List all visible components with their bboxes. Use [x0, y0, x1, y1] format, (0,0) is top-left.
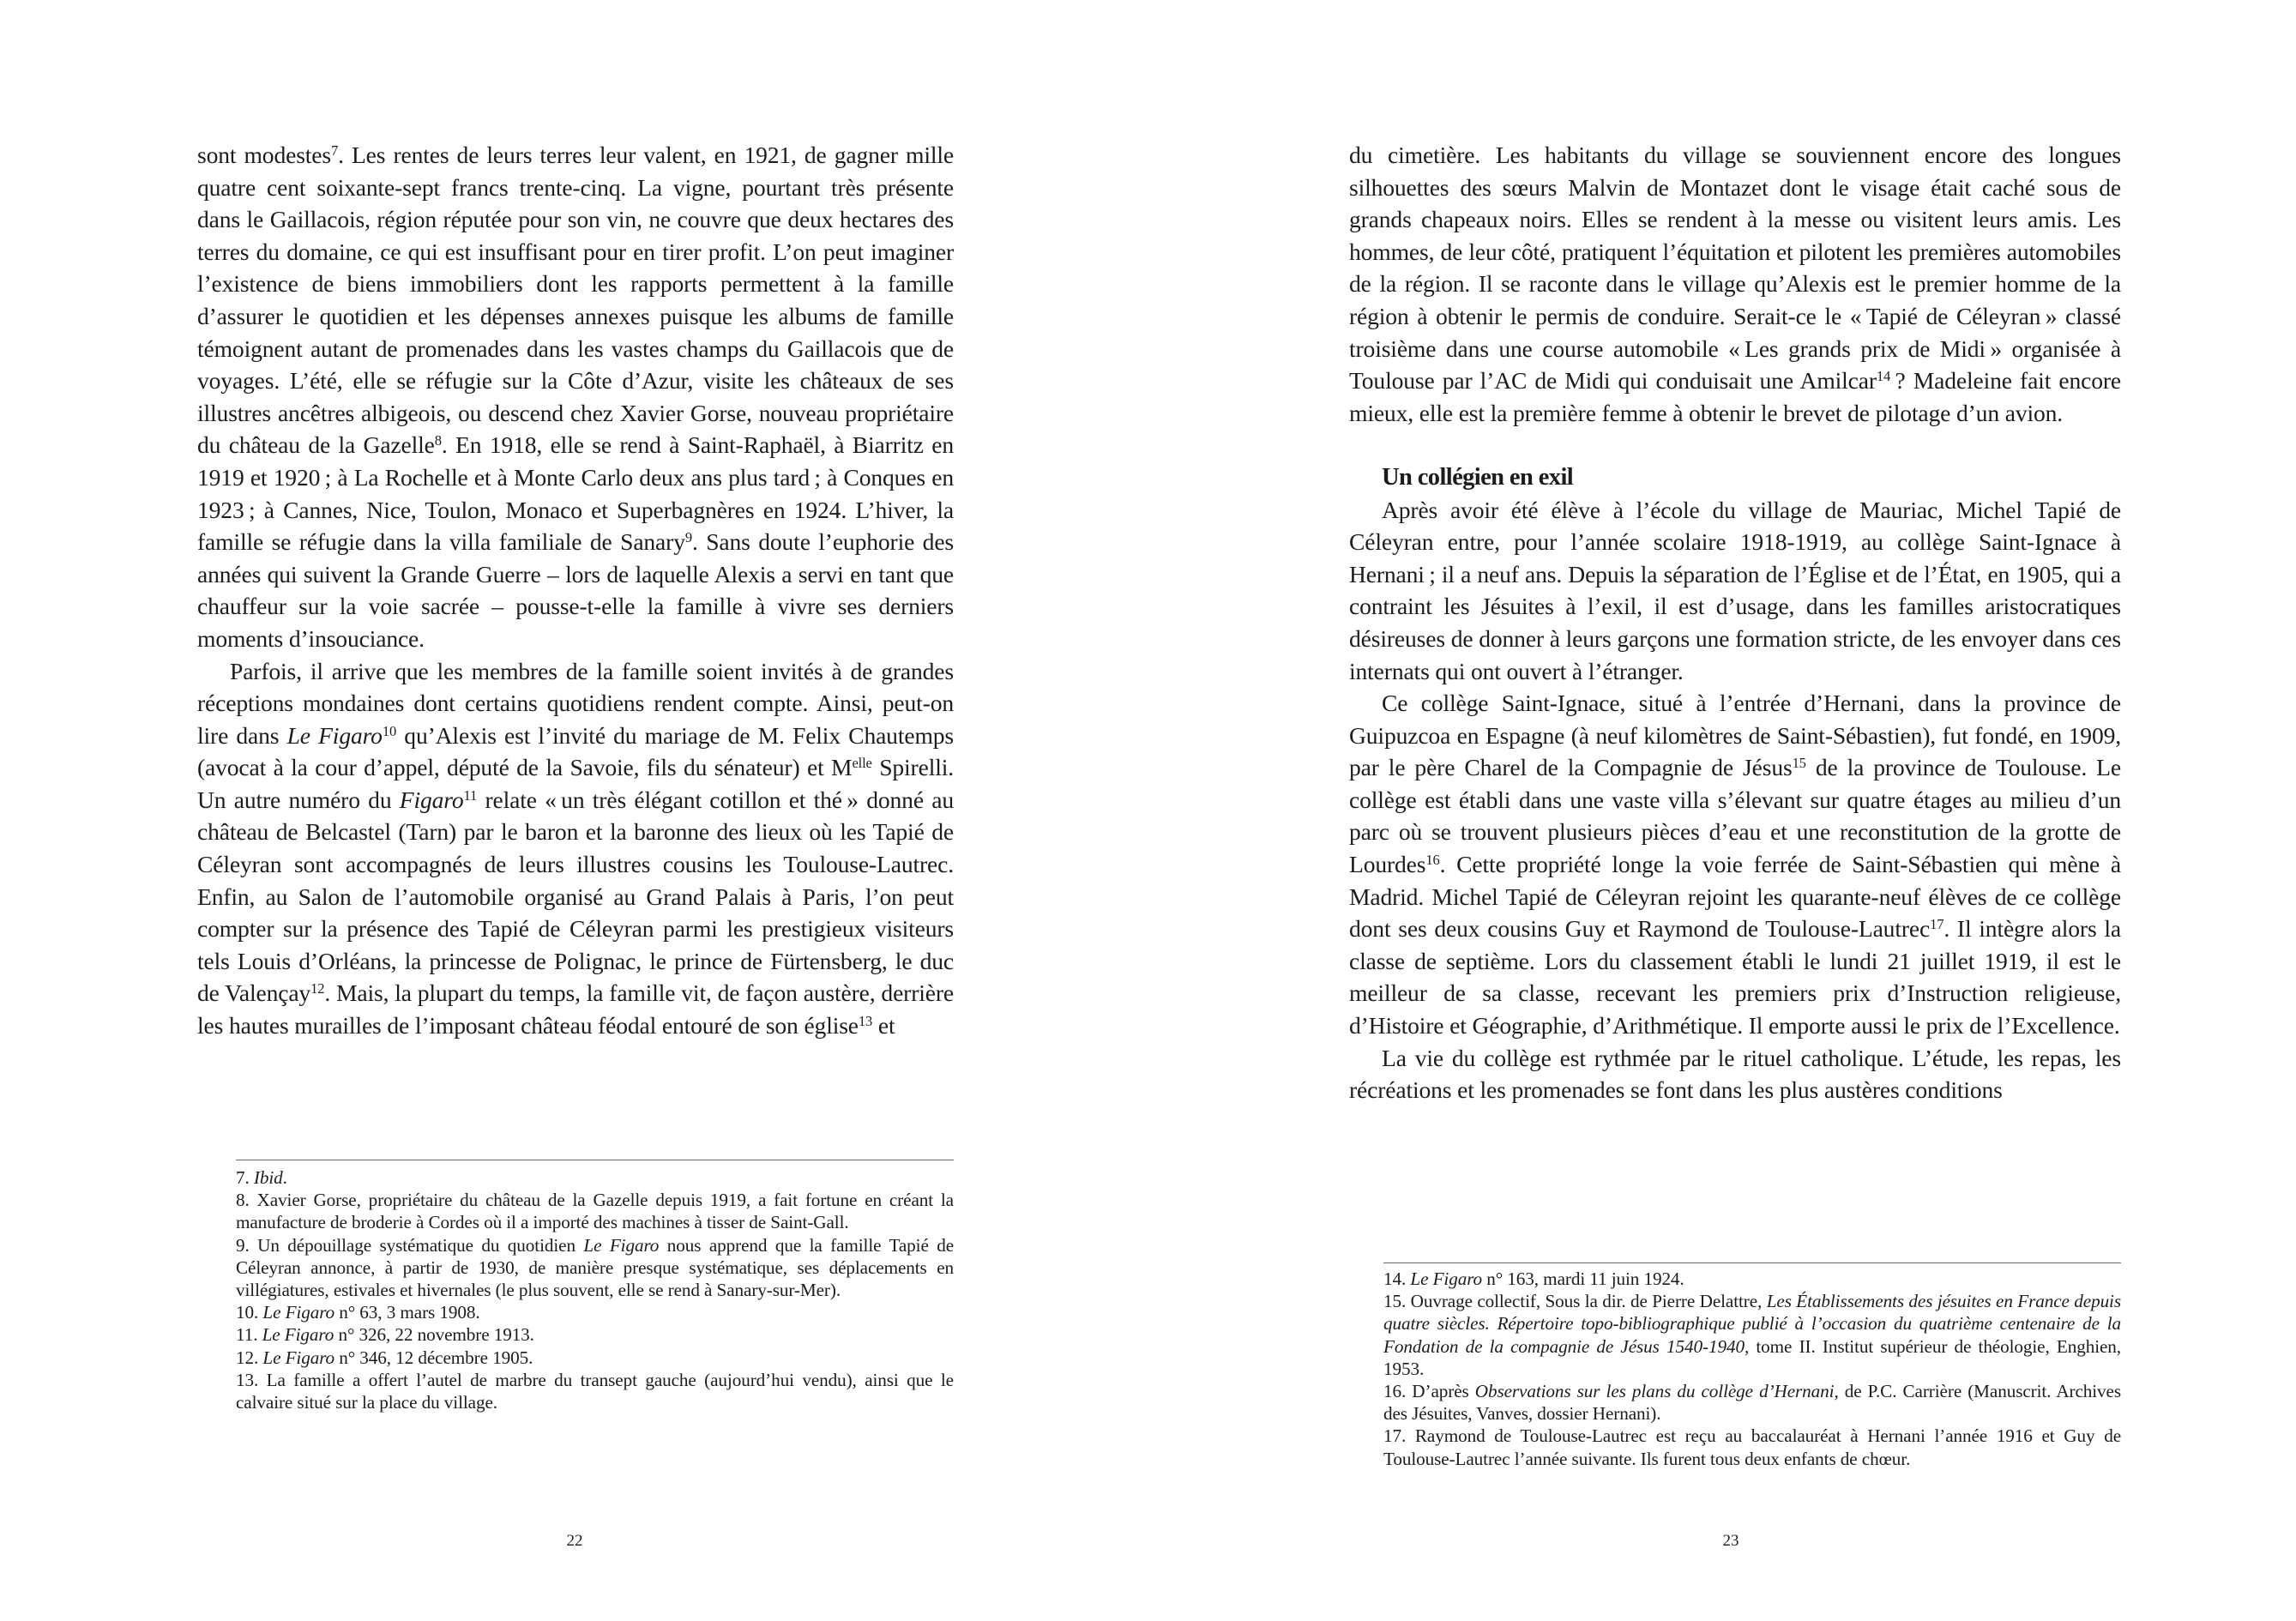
paragraph [1349, 139, 2121, 429]
section-heading: Un collégien en exil [1382, 463, 1574, 491]
footnote [1383, 1290, 2121, 1380]
text-run: 12. [236, 1347, 263, 1368]
italic-text: Le Figaro [583, 1234, 660, 1256]
italic-text: Le Figaro [1410, 1268, 1483, 1289]
text-run: 13. La famille a offert l’autel de marbre du transept gauche (aujourd’hui vendu), ainsi que le calvaire situé sur la place du village. [236, 1369, 954, 1413]
footnote-ref: 13 [858, 1012, 873, 1029]
text-run: relate « un très élégant cotillon et thé » donné au château de Belcastel (Tarn) par le baron et la baronne des lieux où les Tapié de Céleyran sont accompagnés de leurs illustres cousins les Toulouse-Lautrec. Enfin, au Salon de l’automobile organisé au Grand Palais à Paris, l’on peut compter sur la présence des Tapié de Céleyran parmi les prestigieux visiteurs tels Louis d’Orléans, la princesse de Polignac, le prince de Fürtensberg, le duc de Valençay [197, 786, 954, 1007]
text-run: 17. Raymond de Toulouse-Lautrec est reçu au baccalauréat à Hernani l’année 1916 et Guy de Toulouse-Lautrec l’année suivante. Ils furent tous deux enfants de chœur. [1383, 1425, 2121, 1469]
text-run: . [282, 1167, 287, 1188]
paragraph [197, 139, 954, 655]
paragraph [1349, 1042, 2121, 1106]
footnote-ref: 9 [684, 529, 692, 546]
text-run: 14. [1383, 1268, 1411, 1289]
text-run: du cimetière. Les habitants du village se souviennent encore des longues silhouettes des sœurs Malvin de Montazet dont le visage était caché sous de grands chapeaux noirs. Elles se rendent à la messe ou visitent leurs amis. Les hommes, de leur côté, pratiquent l’équitation et pilotent les premières automobiles de la région. Il se raconte dans le village qu’Alexis est le premier homme de la région à obtenir le permis de conduire. Serait-ce le « Tapié de Céleyran » classé troisième dans une course automobile « Les grands prix de Midi » organisée à Toulouse par l’AC de Midi qui conduisait une Amilcar [1349, 142, 2121, 395]
text-run: . Sans doute l’euphorie des années qui suivent la Grande Guerre – lors de laquelle Alexis a servi en tant que chauffeur sur la voie sacrée – pousse-t-elle la famille à vivre ses derniers moments d’insouciance. [197, 528, 954, 652]
text-run: 7. [236, 1167, 254, 1188]
footnote-ref: 11 [463, 786, 478, 804]
left-body-text [197, 139, 954, 1042]
right-body-text [1349, 139, 2121, 1106]
text-run: qu’Alexis est l’invité du mariage de M. Felix Chautemps (avocat à la cour d’appel, député de la Savoie, fils du sénateur) et M [197, 721, 954, 781]
text-run: n° 163, mardi 11 juin 1924. [1482, 1268, 1684, 1289]
footnote [236, 1323, 954, 1346]
right-page [1148, 0, 2296, 1621]
footnote-ref: 10 [382, 722, 397, 739]
footnote [236, 1234, 954, 1302]
text-run: n° 63, 3 mars 1908. [334, 1302, 480, 1323]
text-run: 9. Un dépouillage systématique du quotidien [236, 1234, 584, 1256]
italic-text: Le Figaro [286, 721, 383, 749]
footnote [236, 1189, 954, 1233]
footnote-ref: 7 [331, 142, 339, 159]
footnote-ref: 16 [1425, 851, 1440, 868]
paragraph [1349, 687, 2121, 1042]
left-footnotes [236, 1166, 954, 1413]
text-run: et [872, 1012, 895, 1039]
text-run: . En 1918, elle se rend à Saint-Raphaël, à Biarritz en 1919 et 1920 ; à La Rochelle et à Monte Carlo deux ans plus tard ; à Conques en 1923 ; à Cannes, Nice, Toulon, Monaco et Superbagnères en 1924. L’hiver, la famille se réfugie dans la villa familiale de Sanary [197, 431, 955, 556]
right-footnotes [1383, 1268, 2121, 1470]
text-run: . Cette propriété longe la voie ferrée de Saint-Sébastien qui mène à Madrid. Michel Tapié de Céleyran rejoint les quarante-neuf élèves de ce collège dont ses deux cousins Guy et Raymond de Toulouse-Lautrec [1349, 851, 2121, 943]
text-run: La vie du collège est rythmée par le rituel catholique. L’étude, les repas, les récréations et les promenades se font dans les plus austères conditions [1349, 1044, 2121, 1104]
text-run: Parfois, il arrive que les membres de la famille soient invités à de grandes réceptions mondaines dont certains quotidiens rendent compte. Ainsi, peut-on lire dans [197, 657, 954, 749]
footnote-ref: 8 [434, 432, 442, 449]
text-run: Spirelli. Un autre numéro du [197, 754, 954, 813]
page-number: 23 [1722, 1532, 1739, 1550]
footnote-ref: 15 [1792, 755, 1806, 772]
footnote [1383, 1425, 2121, 1469]
footnote-ref: elle [852, 755, 872, 772]
italic-text: Le Figaro [262, 1324, 334, 1346]
text-run: nous apprend que la famille Tapié de Céleyran annonce, à partir de 1930, de manière presque systématique, ses déplacements en villégiatures, estivales et hivernales (le plus souvent, elle se rend à Sanary-sur-Mer). [236, 1234, 954, 1301]
footnote [236, 1166, 954, 1189]
text-run: ? Madeleine fait encore mieux, elle est la première femme à obtenir le brevet de pilotage d’un avion. [1349, 367, 2121, 426]
italic-text: Observations sur les plans du collège d’Hernani [1474, 1381, 1835, 1402]
footnote [236, 1369, 954, 1413]
italic-text: Les Établissements des jésuites en France depuis quatre siècles. Répertoire topo-bibliographique publié à l’occasion du quatrième centenaire de la Fondation de la compagnie de Jésus 1540-1940, [1383, 1291, 2121, 1357]
text-run: 11. [236, 1324, 262, 1346]
text-run: 8. Xavier Gorse, propriétaire du château de la Gazelle depuis 1919, a fait fortune en créant la manufacture de broderie à Cordes où il a importé des machines à tisser de Saint-Gall. [236, 1190, 954, 1233]
text-run: sont modestes [197, 142, 331, 168]
text-run: tome II. Institut supérieur de théologie, Enghien, 1953. [1383, 1335, 2121, 1379]
text-run: 16. D’après [1383, 1381, 1475, 1402]
text-run: de la province de Toulouse. Le collège est établi dans une vaste villa s’élevant sur quatre étages au milieu d’un parc où se trouvent plusieurs pièces d’eau et une reconstitution de la grotte de Lourdes [1349, 754, 2121, 878]
footnote-ref: 14 [1876, 368, 1891, 385]
italic-text: Le Figaro [262, 1302, 335, 1323]
italic-text: Ibid [253, 1167, 283, 1188]
footnote [1383, 1268, 2121, 1290]
footnote [1383, 1380, 2121, 1425]
text-run: . Mais, la plupart du temps, la famille vit, de façon austère, derrière les hautes murailles de l’imposant château féodal entouré de son église [197, 979, 954, 1039]
text-run: Après avoir été élève à l’école du village de Mauriac, Michel Tapié de Céleyran entre, pour l’année scolaire 1918-1919, au collège Saint-Ignace à Hernani ; il a neuf ans. Depuis la séparation de l’Église et de l’État, en 1905, qui a contraint les Jésuites à l’exil, il est d’usage, dans les familles aristocratiques désireuses de donner à leurs garçons une formation stricte, de les envoyer dans ces internats qui ont ouvert à l’étranger. [1349, 496, 2121, 684]
text-run: n° 346, 12 décembre 1905. [334, 1347, 533, 1368]
paragraph [197, 655, 954, 1042]
footnote [236, 1301, 954, 1323]
text-run: , de P.C. Carrière (Manuscrit. Archives des Jésuites, Vanves, dossier Hernani). [1383, 1381, 2122, 1425]
italic-text: Figaro [399, 786, 464, 813]
text-run: n° 326, 22 novembre 1913. [334, 1324, 534, 1346]
text-run: 10. [236, 1302, 263, 1323]
page-number: 22 [566, 1532, 583, 1550]
text-run: . Il intègre alors la classe de septième. Lors du classement établi le lundi 21 juillet 1919, il est le meilleur de sa classe, recevant les premiers prix d’Instruction religieuse, d’Histoire et Géographie, d’Arithmétique. Il emporte aussi le prix de l’Excellence. [1349, 915, 2121, 1039]
paragraph [1349, 494, 2121, 688]
text-run: . Les rentes de leurs terres leur valent, en 1921, de gagner mille quatre cent soixante-sept francs trente-cinq. La vigne, pourtant très présente dans le Gaillacois, région réputée pour son vin, ne couvre que deux hectares des terres du domaine, ce qui est insuffisant pour en tirer profit. L’on peut imaginer l’existence de biens immobiliers dont les rapports permettent à la famille d’assurer le quotidien et les dépenses annexes puisque les albums de famille témoignent autant de promenades dans les vastes champs du Gaillacois que de voyages. L’été, elle se réfugie sur la Côte d’Azur, visite les châteaux de ses illustres ancêtres albigeois, ou descend chez Xavier Gorse, nouveau propriétaire du château de la Gazelle [197, 142, 954, 459]
footnote-ref: 17 [1930, 916, 1944, 933]
text-run: Ce collège Saint-Ignace, situé à l’entrée d’Hernani, dans la province de Guipuzcoa en Espagne (à neuf kilomètres de Saint-Sébastien), fut fondé, en 1909, par le père Charel de la Compagnie de Jésus [1349, 690, 2121, 781]
footnote [236, 1347, 954, 1369]
text-run: 15. Ouvrage collectif, Sous la dir. de Pierre Delattre, [1383, 1291, 1767, 1312]
footnote-divider [1383, 1262, 2121, 1263]
footnote-ref: 12 [310, 980, 325, 997]
italic-text: Le Figaro [262, 1347, 335, 1368]
